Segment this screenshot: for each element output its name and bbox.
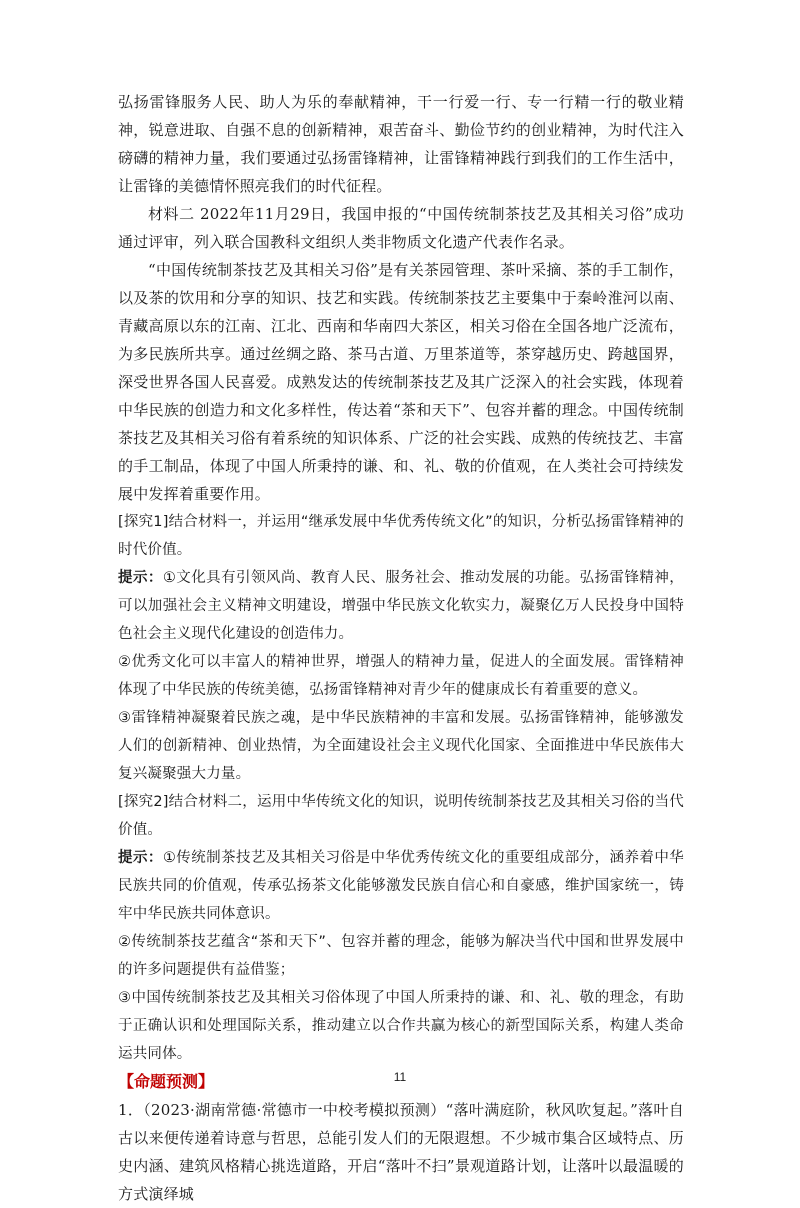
section-heading-prediction: 【命题预测】 [118, 1072, 215, 1091]
answer-2-point-2: ②传统制茶技艺蕴含“茶和天下”、包容并蓄的理念，能够为解决当代中国和世界发展中的许多问题提供有益借鉴； [118, 934, 684, 978]
question-1: 1．（2023·湖南常德·常德市一中校考模拟预测）“落叶满庭阶，秋风吹复起。”落叶自古以来便传递着诗意与哲思，总能引发人们的无限遐想。不少城市集合区域特点、历史内涵、建筑风格精心挑选道路，开启“落叶不扫”景观道路计划，让落叶以最温暖的方式演绎城 [118, 1101, 684, 1203]
hint-label: 提示： [118, 570, 163, 586]
question-explore-1: [探究1]结合材料一，并运用“继承发展中华优秀传统文化”的知识，分析弘扬雷锋精神的时代价值。 [118, 514, 684, 558]
answer-2-point-1: 提示：①传统制茶技艺及其相关习俗是中华优秀传统文化的重要组成部分，涵养着中华民族共同的价值观，传承弘扬茶文化能够激发民族自信心和自豪感，维护国家统一，铸牢中华民族共同体意识。 [118, 850, 684, 922]
question-explore-2: [探究2]结合材料二，运用中华传统文化的知识，说明传统制茶技艺及其相关习俗的当代价值。 [118, 794, 684, 838]
paragraph-leifeng-spirit: 弘扬雷锋服务人民、助人为乐的奉献精神，干一行爱一行、专一行精一行的敬业精神，锐意进取、自强不息的创新精神，艰苦奋斗、勤俭节约的创业精神，为时代注入磅礴的精神力量，我们要通过弘扬雷锋精神，让雷锋精神践行到我们的工作生活中，让雷锋的美德情怀照亮我们的时代征程。 [118, 93, 684, 195]
answer-1-point-2: ②优秀文化可以丰富人的精神世界，增强人的精神力量，促进人的全面发展。雷锋精神体现了中华民族的传统美德，弘扬雷锋精神对青少年的健康成长有着重要的意义。 [118, 654, 684, 698]
hint-label: 提示： [118, 850, 163, 866]
paragraph-material-two: 材料二 2022年11月29日，我国申报的“中国传统制茶技艺及其相关习俗”成功通过评审，列入联合国教科文组织人类非物质文化遗产代表作名录。 [118, 205, 684, 251]
answer-1-point-3: ③雷锋精神凝聚着民族之魂，是中华民族精神的丰富和发展。弘扬雷锋精神，能够激发人们的创新精神、创业热情，为全面建设社会主义现代化国家、全面推进中华民族伟大复兴凝聚强大力量。 [118, 710, 684, 782]
answer-2-point-3: ③中国传统制茶技艺及其相关习俗体现了中国人所秉持的谦、和、礼、敬的理念，有助于正确认识和处理国际关系，推动建立以合作共赢为核心的新型国际关系，构建人类命运共同体。 [118, 990, 684, 1062]
answer-1-point-1: 提示：①文化具有引领风尚、教育人民、服务社会、推动发展的功能。弘扬雷锋精神，可以加强社会主义精神文明建设，增强中华民族文化软实力，凝聚亿万人民投身中国特色社会主义现代化建设的创造伟力。 [118, 570, 684, 642]
page-number: 11 [393, 1070, 407, 1084]
page-content [118, 88, 684, 1208]
paragraph-tea-customs: “中国传统制茶技艺及其相关习俗”是有关茶园管理、茶叶采摘、茶的手工制作，以及茶的饮用和分享的知识、技艺和实践。传统制茶技艺主要集中于秦岭淮河以南、青藏高原以东的江南、江北、西南和华南四大茶区，相关习俗在全国各地广泛流布，为多民族所共享。通过丝绸之路、茶马古道、万里茶道等，茶穿越历史、跨越国界，深受世界各国人民喜爱。成熟发达的传统制茶技艺及其广泛深入的社会实践，体现着中华民族的创造力和文化多样性，传达着“茶和天下”、包容并蓄的理念。中国传统制茶技艺及其相关习俗有着系统的知识体系、广泛的社会实践、成熟的传统技艺、丰富的手工制品，体现了中国人所秉持的谦、和、礼、敬的价值观，在人类社会可持续发展中发挥着重要作用。 [118, 261, 684, 503]
